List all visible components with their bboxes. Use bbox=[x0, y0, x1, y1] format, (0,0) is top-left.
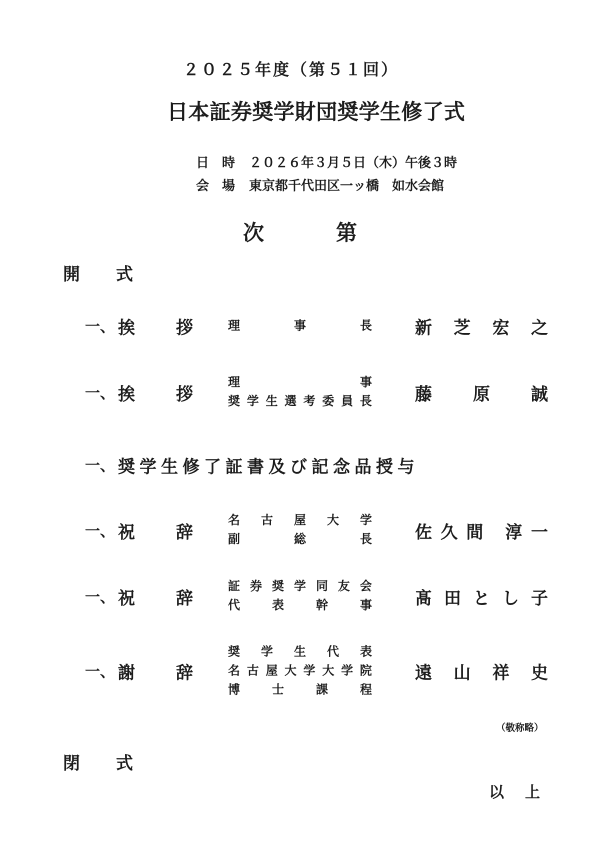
item-number-marker: 一、 bbox=[85, 457, 116, 475]
event-datetime-row bbox=[196, 151, 457, 174]
speaker-title bbox=[228, 643, 372, 700]
speaker-title-line: 奨 学 生 代 表 bbox=[228, 644, 372, 659]
item-number-marker: 一、 bbox=[85, 663, 116, 681]
speaker-title-line: 理 事 bbox=[228, 375, 372, 389]
speaker-name: 遠 山 祥 史 bbox=[415, 663, 548, 683]
datetime-label: 日 時 bbox=[196, 155, 236, 170]
speaker-title-line: 代 表 幹 事 bbox=[228, 598, 372, 612]
speaker-title-line: 奨 学 生 選 考 委 員 長 bbox=[228, 394, 372, 408]
item-category-label: 謝 辞 bbox=[118, 663, 193, 683]
speaker-title-line: 副 総 長 bbox=[228, 532, 372, 546]
item-number-marker: 一、 bbox=[85, 588, 116, 606]
item-category-label: 祝 辞 bbox=[118, 522, 193, 542]
venue-label: 会 場 bbox=[196, 178, 236, 193]
agenda-item-thanks-representative bbox=[85, 643, 550, 700]
speaker-title bbox=[228, 317, 372, 336]
speaker-title-line: 名 古 屋 大 学 大 学 院 bbox=[228, 663, 372, 678]
closing-ceremony-label: 閉 式 bbox=[63, 754, 133, 773]
item-category-label: 挨 拶 bbox=[118, 318, 193, 338]
speaker-title-line: 博 士 課 程 bbox=[228, 682, 372, 697]
speaker-name: 髙 田 と し 子 bbox=[415, 588, 548, 608]
agenda-heading: 次 第 bbox=[243, 222, 357, 245]
agenda-item-greeting-committee bbox=[85, 373, 550, 411]
opening-ceremony-label: 開 式 bbox=[63, 265, 133, 284]
fiscal-year-title: ２０２５年度（第５１回） bbox=[183, 62, 400, 79]
speaker-name: 佐 久 間 淳 一 bbox=[415, 522, 548, 542]
event-venue-row bbox=[196, 174, 457, 197]
speaker-title-line: 証 券 奨 学 同 友 会 bbox=[228, 579, 372, 593]
venue-value: 東京都千代田区一ッ橋 如水会館 bbox=[249, 178, 445, 193]
speaker-title bbox=[228, 511, 372, 549]
agenda-item-congratulations-university bbox=[85, 511, 550, 549]
speaker-name: 藤 原 誠 bbox=[415, 384, 548, 404]
main-title: 日本証券奨学財団奨学生修了式 bbox=[167, 101, 466, 124]
speaker-title-line: 名 古 屋 大 学 bbox=[228, 513, 372, 527]
datetime-value: ２０２６年３月５日（木）午後３時 bbox=[249, 155, 458, 170]
item-number-marker: 一、 bbox=[85, 522, 116, 540]
item-number-marker: 一、 bbox=[85, 384, 116, 402]
end-of-program-mark: 以 上 bbox=[489, 784, 540, 801]
honorifics-omitted-note: （敬称略） bbox=[496, 723, 544, 734]
item-category-label: 挨 拶 bbox=[118, 384, 193, 404]
speaker-title bbox=[228, 373, 372, 411]
agenda-item-certificate-presentation bbox=[85, 453, 550, 478]
speaker-title-line: 理 事 長 bbox=[228, 318, 372, 333]
agenda-item-greeting-chairman bbox=[85, 314, 550, 339]
agenda-item-congratulations-alumni bbox=[85, 577, 550, 615]
item-number-marker: 一、 bbox=[85, 318, 116, 336]
speaker-title bbox=[228, 577, 372, 615]
speaker-name: 新 芝 宏 之 bbox=[415, 318, 548, 338]
event-details bbox=[196, 151, 457, 197]
item-category-label: 祝 辞 bbox=[118, 588, 193, 608]
item-text: 奨学生修了証書及び記念品授与 bbox=[118, 457, 419, 477]
